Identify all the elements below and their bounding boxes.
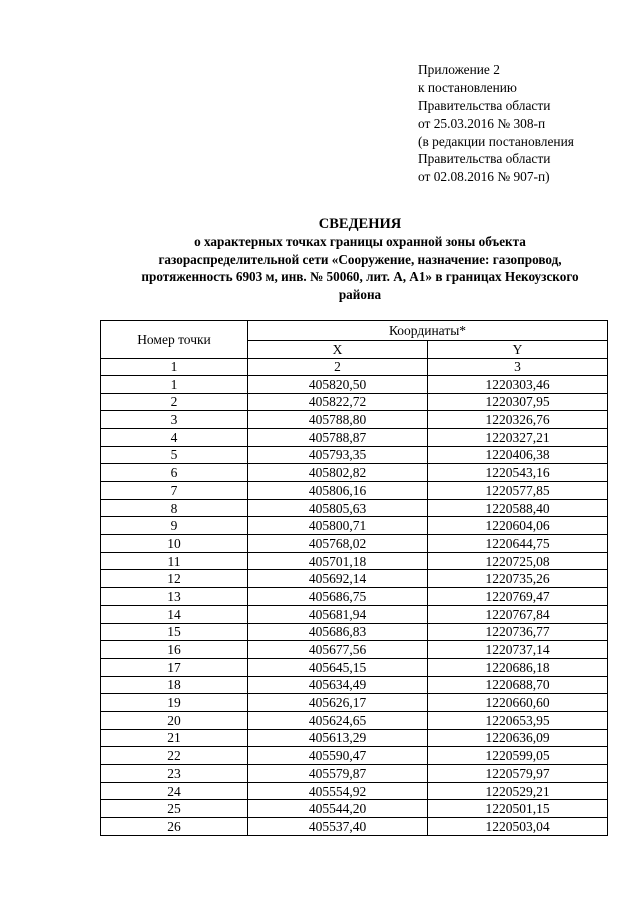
y-coordinate-cell: 1220406,38 (428, 446, 608, 464)
table-header-row (101, 321, 608, 341)
heading-line: о характерных точках границы охранной зоны объекта (194, 234, 526, 249)
header-y: Y (428, 341, 608, 359)
y-coordinate-cell: 1220660,60 (428, 694, 608, 712)
y-coordinate-cell: 1220769,47 (428, 588, 608, 606)
appendix-line: Правительства области (418, 151, 551, 167)
x-coordinate-cell: 405681,94 (248, 605, 428, 623)
table-row (101, 464, 608, 482)
column-number: 1 (101, 358, 248, 375)
table-row (101, 499, 608, 517)
table-row (101, 482, 608, 500)
y-coordinate-cell: 1220653,95 (428, 711, 608, 729)
point-number-cell: 19 (101, 694, 248, 712)
table-row (101, 694, 608, 712)
point-number-cell: 2 (101, 393, 248, 411)
y-coordinate-cell: 1220303,46 (428, 375, 608, 393)
appendix-line: Правительства области (418, 97, 551, 113)
point-number-cell: 18 (101, 676, 248, 694)
point-number-cell: 13 (101, 588, 248, 606)
y-coordinate-cell: 1220579,97 (428, 765, 608, 783)
x-coordinate-cell: 405701,18 (248, 552, 428, 570)
table-row (101, 800, 608, 818)
coordinates-table (100, 320, 608, 836)
table-row (101, 570, 608, 588)
heading-line: района (338, 286, 382, 302)
y-coordinate-cell: 1220577,85 (428, 482, 608, 500)
point-number-cell: 14 (101, 605, 248, 623)
point-number-cell: 10 (101, 535, 248, 553)
x-coordinate-cell: 405645,15 (248, 658, 428, 676)
x-coordinate-cell: 405793,35 (248, 446, 428, 464)
x-coordinate-cell: 405802,82 (248, 464, 428, 482)
appendix-note (418, 61, 574, 186)
x-coordinate-cell: 405579,87 (248, 765, 428, 783)
point-number-cell: 7 (101, 482, 248, 500)
x-coordinate-cell: 405692,14 (248, 570, 428, 588)
y-coordinate-cell: 1220636,09 (428, 729, 608, 747)
table-row (101, 658, 608, 676)
y-coordinate-cell: 1220767,84 (428, 605, 608, 623)
y-coordinate-cell: 1220529,21 (428, 782, 608, 800)
column-number-row (101, 358, 608, 375)
x-coordinate-cell: 405677,56 (248, 641, 428, 659)
point-number-cell: 17 (101, 658, 248, 676)
y-coordinate-cell: 1220735,26 (428, 570, 608, 588)
table-row (101, 623, 608, 641)
table-row (101, 818, 608, 836)
appendix-line: от 02.08.2016 № 907-п) (418, 169, 550, 185)
point-number-cell: 21 (101, 729, 248, 747)
point-number-cell: 5 (101, 446, 248, 464)
header-x: X (248, 341, 428, 359)
y-coordinate-cell: 1220736,77 (428, 623, 608, 641)
table-row (101, 428, 608, 446)
x-coordinate-cell: 405788,87 (248, 428, 428, 446)
table-row (101, 765, 608, 783)
point-number-cell: 25 (101, 800, 248, 818)
y-coordinate-cell: 1220326,76 (428, 411, 608, 429)
x-coordinate-cell: 405768,02 (248, 535, 428, 553)
table-row (101, 676, 608, 694)
y-coordinate-cell: 1220737,14 (428, 641, 608, 659)
point-number-cell: 6 (101, 464, 248, 482)
x-coordinate-cell: 405544,20 (248, 800, 428, 818)
appendix-line: Приложение 2 (418, 62, 500, 77)
point-number-cell: 22 (101, 747, 248, 765)
appendix-line: (в редакции постановления (418, 133, 574, 149)
y-coordinate-cell: 1220327,21 (428, 428, 608, 446)
x-coordinate-cell: 405820,50 (248, 375, 428, 393)
x-coordinate-cell: 405590,47 (248, 747, 428, 765)
column-number: 2 (248, 358, 428, 375)
table-row (101, 588, 608, 606)
table-row (101, 782, 608, 800)
point-number-cell: 24 (101, 782, 248, 800)
x-coordinate-cell: 405806,16 (248, 482, 428, 500)
table-row (101, 411, 608, 429)
table-row (101, 446, 608, 464)
point-number-cell: 9 (101, 517, 248, 535)
table-row (101, 747, 608, 765)
document-title: СВЕДЕНИЯ (318, 216, 402, 232)
point-number-cell: 3 (101, 411, 248, 429)
y-coordinate-cell: 1220725,08 (428, 552, 608, 570)
y-coordinate-cell: 1220307,95 (428, 393, 608, 411)
x-coordinate-cell: 405800,71 (248, 517, 428, 535)
point-number-cell: 26 (101, 818, 248, 836)
y-coordinate-cell: 1220644,75 (428, 535, 608, 553)
point-number-cell: 1 (101, 375, 248, 393)
table-row (101, 711, 608, 729)
table-row (101, 375, 608, 393)
y-coordinate-cell: 1220543,16 (428, 464, 608, 482)
y-coordinate-cell: 1220503,04 (428, 818, 608, 836)
heading-line: протяженность 6903 м, инв. № 50060, лит. А, А1» в границах Некоузского (141, 269, 579, 285)
x-coordinate-cell: 405805,63 (248, 499, 428, 517)
x-coordinate-cell: 405822,72 (248, 393, 428, 411)
x-coordinate-cell: 405624,65 (248, 711, 428, 729)
heading-line: газораспределительной сети «Сооружение, назначение: газопровод, (158, 251, 562, 267)
table-row (101, 552, 608, 570)
point-number-cell: 23 (101, 765, 248, 783)
x-coordinate-cell: 405626,17 (248, 694, 428, 712)
y-coordinate-cell: 1220599,05 (428, 747, 608, 765)
x-coordinate-cell: 405613,29 (248, 729, 428, 747)
x-coordinate-cell: 405686,83 (248, 623, 428, 641)
x-coordinate-cell: 405634,49 (248, 676, 428, 694)
point-number-cell: 12 (101, 570, 248, 588)
appendix-line: от 25.03.2016 № 308-п (418, 115, 546, 131)
y-coordinate-cell: 1220501,15 (428, 800, 608, 818)
y-coordinate-cell: 1220604,06 (428, 517, 608, 535)
appendix-line: к постановлению (418, 79, 517, 95)
point-number-cell: 16 (101, 641, 248, 659)
point-number-cell: 11 (101, 552, 248, 570)
x-coordinate-cell: 405686,75 (248, 588, 428, 606)
table-row (101, 729, 608, 747)
table-row (101, 641, 608, 659)
y-coordinate-cell: 1220686,18 (428, 658, 608, 676)
y-coordinate-cell: 1220688,70 (428, 676, 608, 694)
header-point-number: Номер точки (101, 321, 248, 359)
x-coordinate-cell: 405788,80 (248, 411, 428, 429)
document-heading (90, 215, 630, 303)
table-row (101, 605, 608, 623)
x-coordinate-cell: 405537,40 (248, 818, 428, 836)
header-coordinates: Координаты* (248, 321, 608, 341)
point-number-cell: 4 (101, 428, 248, 446)
column-number: 3 (428, 358, 608, 375)
y-coordinate-cell: 1220588,40 (428, 499, 608, 517)
point-number-cell: 15 (101, 623, 248, 641)
table-row (101, 517, 608, 535)
table-row (101, 535, 608, 553)
table-row (101, 393, 608, 411)
point-number-cell: 8 (101, 499, 248, 517)
x-coordinate-cell: 405554,92 (248, 782, 428, 800)
point-number-cell: 20 (101, 711, 248, 729)
